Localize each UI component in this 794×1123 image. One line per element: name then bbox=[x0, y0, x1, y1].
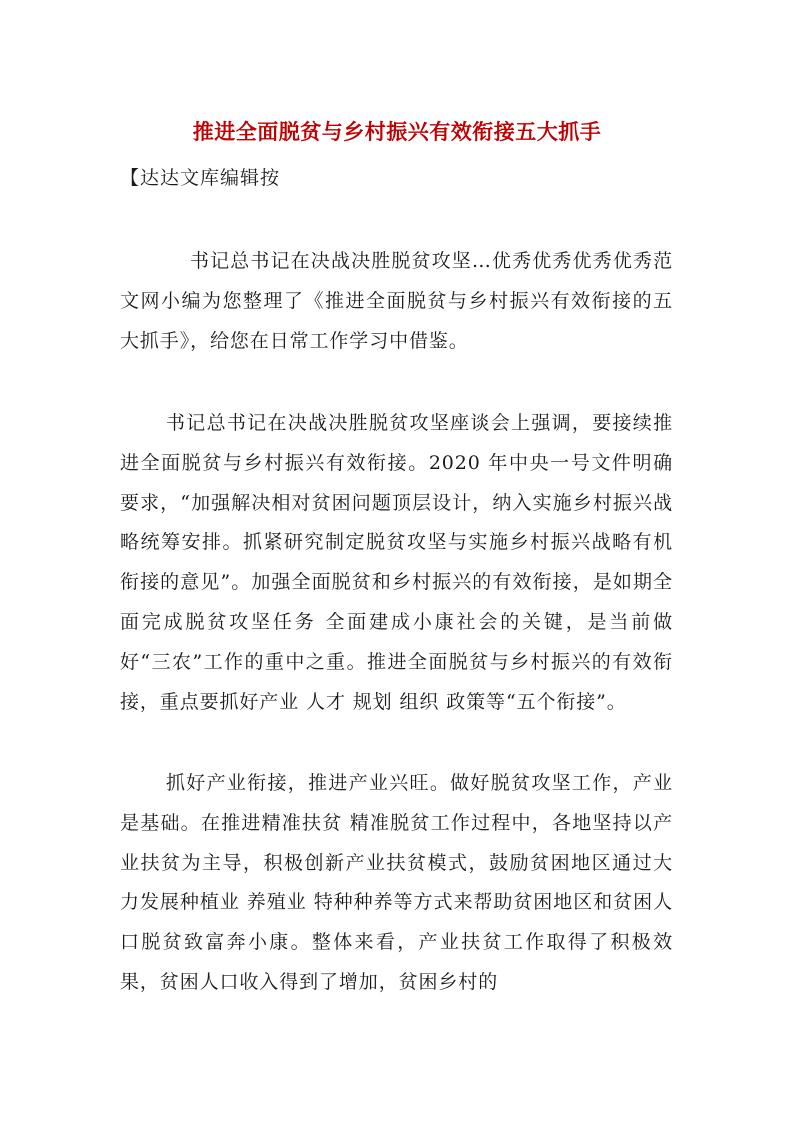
intro-paragraph: 书记总书记在决战决胜脱贫攻坚…优秀优秀优秀优秀范文网小编为您整理了《推进全面脱贫与乡村振兴有效衔接的五大抓手》，给您在日常工作学习中借鉴。 bbox=[120, 250, 673, 352]
body-paragraph-1: 书记总书记在决战决胜脱贫攻坚座谈会上强调，要接续推进全面脱贫与乡村振兴有效衔接。2020 年中央一号文件明确要求，“加强解决相对贫困问题顶层设计，纳入实施乡村振兴战略统筹安排。抓紧研究制定脱贫攻坚与实施乡村振兴战略有机衔接的意见”。加强全面脱贫和乡村振兴的有效衔接，是如期全面完成脱贫攻坚任务 全面建成小康社会的关键，是当前做好“三农”工作的重中之重。推进全面脱贫与乡村振兴的有效衔接，重点要抓好产业 人才 规划 组织 政策等“五个衔接”。 bbox=[120, 412, 673, 713]
document-title: 推进全面脱贫与乡村振兴有效衔接五大抓手 bbox=[192, 119, 602, 145]
editor-note: 【达达文库编辑按 bbox=[120, 167, 281, 189]
body-paragraph-2: 抓好产业衔接，推进产业兴旺。做好脱贫攻坚工作，产业是基础。在推进精准扶贫 精准脱贫工作过程中，各地坚持以产业扶贫为主导，积极创新产业扶贫模式，鼓励贫困地区通过大力发展种植业 养殖业 特种种养等方式来帮助贫困地区和贫困人口脱贫致富奔小康。整体来看，产业扶贫工作取得了积极效果，贫困人口收入得到了增加，贫困乡村的 bbox=[120, 772, 673, 993]
